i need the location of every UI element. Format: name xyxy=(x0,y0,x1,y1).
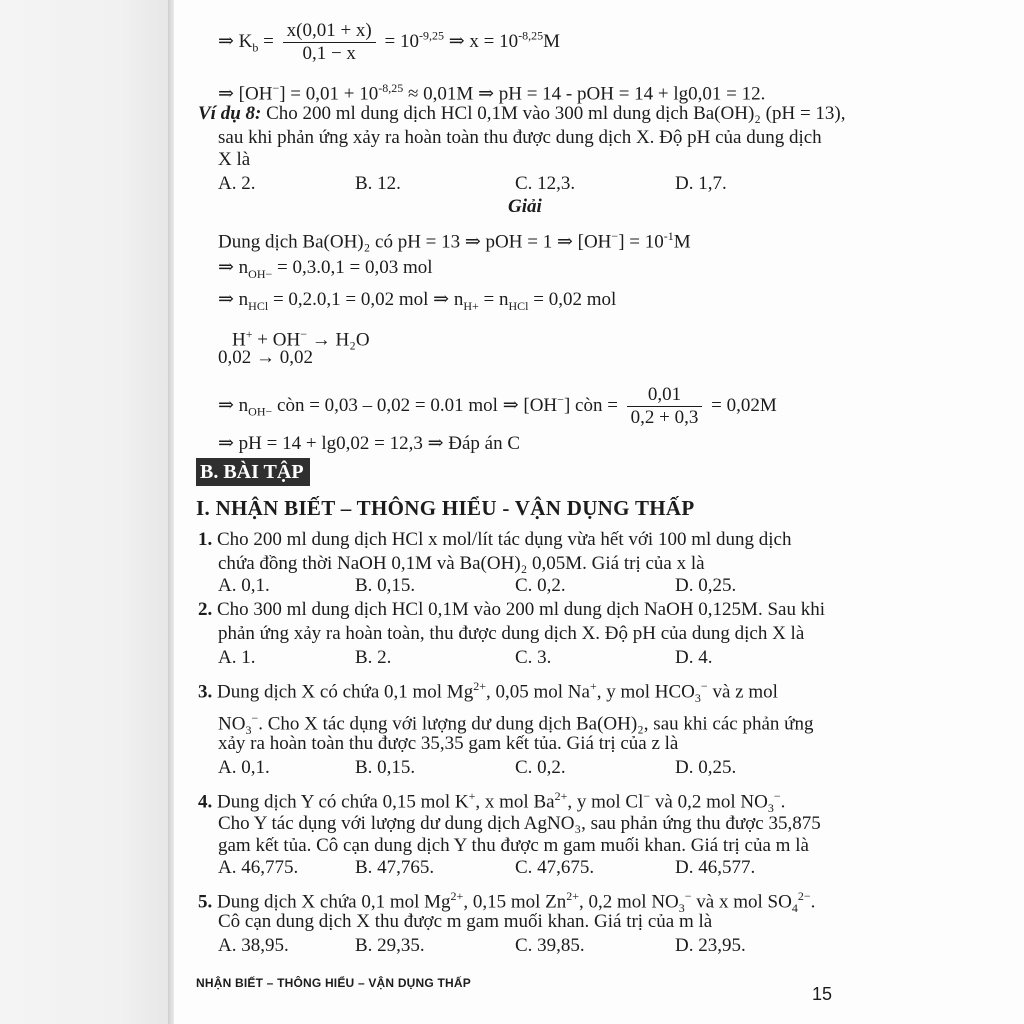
remaining-oh-fraction: $\frac{0,01}{0,2 + 0,3}$ xyxy=(627,384,703,429)
kb-equation: ⇒ $K_b$ = $\frac{x(0,01 + x)}{0,1 - x}$ = $10^{-9,25}$ ⇒ $x = 10^{-8,25}M$ xyxy=(218,20,561,64)
q1-option-a: A. 0,1. xyxy=(218,575,270,596)
solution-moles: 0,02 → 0,02 xyxy=(218,347,313,368)
q3-option-c: C. 0,2. xyxy=(515,757,566,778)
example8-option-b: B. 12. xyxy=(355,173,401,194)
q4-option-d: D. 46,577. xyxy=(675,857,756,878)
example8-line2: sau khi phản ứng xảy ra hoàn toàn thu được dung dịch X. Độ pH của dung dịch xyxy=(218,127,822,148)
q5-line1: 5. Dung dịch X chứa 0,1 mol $Mg^{2+}$, 0,15 mol $Zn^{2+}$, 0,2 mol $NO_3^-$ và x mol $SO_4^{2-}$. xyxy=(198,889,816,916)
q3-line2: $NO_3^-$. Cho X tác dụng với lượng dư dung dịch Ba(OH)₂, sau khi các phản ứng xyxy=(218,711,814,738)
solution-reaction: H+ + OH− → H₂O xyxy=(232,327,370,351)
section-heading: I. NHẬN BIẾT – THÔNG HIỂU - VẬN DỤNG THẤP xyxy=(196,496,695,520)
q4-option-a: A. 46,775. xyxy=(218,857,299,878)
q2-line1: 2. Cho 300 ml dung dịch HCl 0,1M vào 200 ml dung dịch NaOH 0,125M. Sau khi xyxy=(198,599,825,620)
q5-option-c: C. 39,85. xyxy=(515,935,585,956)
q1-line1: 1. Cho 200 ml dung dịch HCl x mol/lít tác dụng vừa hết với 100 ml dung dịch xyxy=(198,529,792,550)
example8-option-c: C. 12,3. xyxy=(515,173,576,194)
solution-remaining-oh: ⇒ $n_{OH-}$ còn = 0,03 – 0,02 = 0.01 mol ⇒ [OH−] còn = $\frac{0,01}{0,2 + 0,3}$ = 0,02M xyxy=(218,384,777,428)
example8-label: Ví dụ 8: xyxy=(198,103,262,124)
example8-option-d: D. 1,7. xyxy=(675,173,727,194)
example8-line3: X là xyxy=(218,149,251,170)
book-spine-shadow xyxy=(0,0,172,1024)
q3-option-b: B. 0,15. xyxy=(355,757,416,778)
running-footer-title: NHẬN BIẾT – THÔNG HIỂU – VẬN DỤNG THẤP xyxy=(196,976,471,990)
solution-title: Giải xyxy=(508,196,542,217)
q2-option-b: B. 2. xyxy=(355,647,392,668)
q3-line1: 3. Dung dịch X có chứa 0,1 mol $Mg^{2+}$, 0,05 mol Na+, y mol $HCO_3^-$ và z mol xyxy=(198,679,778,706)
solution-line-3: ⇒ $n_{HCl} = 0,2.0,1 = 0,02$ mol ⇒ $n_{H+} = n_{HCl} = 0,02$ mol xyxy=(218,289,617,313)
q5-option-d: D. 23,95. xyxy=(675,935,746,956)
example8-option-a: A. 2. xyxy=(218,173,256,194)
example8-line1: Ví dụ 8: Cho 200 ml dung dịch HCl 0,1M vào 300 ml dung dịch Ba(OH)₂ (pH = 13), xyxy=(198,103,846,124)
q5-option-a: A. 38,95. xyxy=(218,935,289,956)
q3-option-a: A. 0,1. xyxy=(218,757,270,778)
q1-option-d: D. 0,25. xyxy=(675,575,737,596)
q1-option-c: C. 0,2. xyxy=(515,575,566,596)
q2-option-d: D. 4. xyxy=(675,647,713,668)
q5-line2: Cô cạn dung dịch X thu được m gam muối khan. Giá trị của m là xyxy=(218,911,713,932)
q3-option-d: D. 0,25. xyxy=(675,757,737,778)
kb-fraction: $\frac{x(0,01 + x)}{0,1 - x}$ xyxy=(283,20,376,65)
q2-line2: phản ứng xảy ra hoàn toàn, thu được dung dịch X. Độ pH của dung dịch X là xyxy=(218,623,805,644)
q1-line2: chứa đồng thời NaOH 0,1M và Ba(OH)₂ 0,05M. Giá trị của x là xyxy=(218,553,705,574)
q4-line3: gam kết tủa. Cô cạn dung dịch Y thu được m gam muối khan. Giá trị của m là xyxy=(218,835,809,856)
q2-option-a: A. 1. xyxy=(218,647,256,668)
q1-option-b: B. 0,15. xyxy=(355,575,416,596)
q4-option-b: B. 47,765. xyxy=(355,857,435,878)
q4-option-c: C. 47,675. xyxy=(515,857,595,878)
q4-line2: Cho Y tác dụng với lượng dư dung dịch AgNO₃, sau phản ứng thu được 35,875 xyxy=(218,813,821,834)
solution-answer: ⇒ pH = 14 + lg0,02 = 12,3 ⇒ Đáp án C xyxy=(218,433,520,454)
solution-line-2: ⇒ $n_{OH-} = 0,3.0,1 = 0,03$ mol xyxy=(218,257,433,281)
q2-option-c: C. 3. xyxy=(515,647,552,668)
solution-line-1: Dung dịch Ba(OH)₂ có pH = 13 ⇒ pOH = 1 ⇒ $[OH^-] = 10^{-1}M$ xyxy=(218,229,691,253)
q4-line1: 4. Dung dịch Y có chứa 0,15 mol K+, x mol $Ba^{2+}$, y mol Cl− và 0,2 mol $NO_3^-$. xyxy=(198,789,786,816)
section-b-label: B. BÀI TẬP xyxy=(196,458,310,486)
page-number: 15 xyxy=(812,984,833,1004)
q5-option-b: B. 29,35. xyxy=(355,935,425,956)
oh-concentration-line: ⇒ $[OH^-] = 0,01 + 10^{-8,25} \approx 0,01M$ ⇒ pH = 14 - pOH = 14 + lg0,01 = 12. xyxy=(218,81,766,105)
q3-line3: xảy ra hoàn toàn thu được 35,35 gam kết tủa. Giá trị của z là xyxy=(218,733,679,754)
